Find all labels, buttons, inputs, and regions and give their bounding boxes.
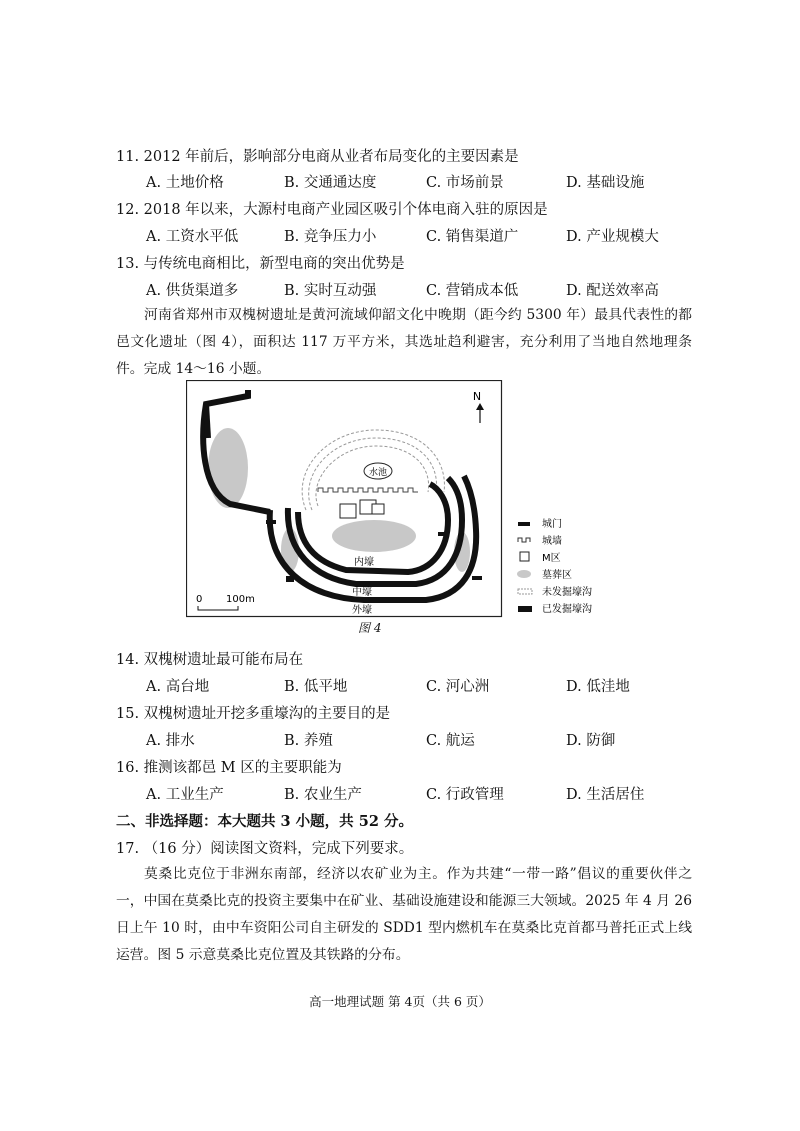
option-a: A. 工资水平低 bbox=[146, 229, 239, 245]
burial-area-west bbox=[208, 428, 248, 508]
legend-gate-icon bbox=[518, 522, 530, 526]
question-11-stem: 11. 2012 年前后，影响部分电商从业者布局变化的主要因素是 bbox=[116, 149, 519, 165]
option-c: C. 航运 bbox=[426, 733, 475, 749]
question-14-stem: 14. 双槐树遗址最可能布局在 bbox=[116, 652, 304, 668]
option-a: A. 工业生产 bbox=[146, 787, 224, 803]
city-gate-1 bbox=[266, 520, 276, 524]
scale-bar bbox=[198, 606, 238, 610]
outer-moat-label: 外壕 bbox=[352, 605, 372, 616]
legend-gate-label: 城门 bbox=[542, 519, 562, 530]
option-d: D. 低洼地 bbox=[566, 679, 630, 695]
option-d: D. 基础设施 bbox=[566, 175, 645, 191]
option-c: C. 市场前景 bbox=[426, 175, 504, 191]
option-d: D. 产业规模大 bbox=[566, 229, 659, 245]
question-16-stem: 16. 推测该都邑 M 区的主要职能为 bbox=[116, 760, 342, 776]
option-b: B. 低平地 bbox=[284, 679, 348, 695]
option-d: D. 配送效率高 bbox=[566, 283, 659, 299]
legend-burial-label: 墓葬区 bbox=[542, 570, 572, 581]
option-b: B. 竞争压力小 bbox=[284, 229, 377, 245]
question-15-stem: 15. 双槐树遗址开挖多重壕沟的主要目的是 bbox=[116, 706, 391, 722]
north-arrow-head-icon bbox=[476, 403, 484, 410]
inner-moat-label: 内壕 bbox=[354, 557, 374, 568]
legend-unexcavated-label: 未发掘壕沟 bbox=[542, 587, 592, 598]
option-b: B. 交通通达度 bbox=[284, 175, 377, 191]
option-d: D. 生活居住 bbox=[566, 787, 645, 803]
legend-unexcavated-icon bbox=[518, 589, 532, 594]
option-c: C. 营销成本低 bbox=[426, 283, 519, 299]
section-2-heading: 二、非选择题：本大题共 3 小题，共 52 分。 bbox=[116, 813, 413, 830]
option-c: C. 河心洲 bbox=[426, 679, 490, 695]
figure-caption: 图 4 bbox=[358, 621, 382, 635]
legend bbox=[517, 517, 592, 615]
city-gate-2 bbox=[438, 532, 448, 536]
option-a: A. 供货渠道多 bbox=[146, 283, 239, 299]
m-zone-1 bbox=[340, 504, 356, 518]
question-12-stem: 12. 2018 年以来，大源村电商产业园区吸引个体电商入驻的原因是 bbox=[116, 202, 548, 218]
middle-moat-label: 中壕 bbox=[352, 587, 372, 598]
option-d: D. 防御 bbox=[566, 733, 616, 749]
option-c: C. 行政管理 bbox=[426, 787, 504, 803]
question-17-stem: 17. （16 分）阅读图文资料，完成下列要求。 bbox=[116, 841, 414, 857]
legend-wall-icon bbox=[518, 538, 530, 542]
water-pool-label: 水池 bbox=[368, 468, 388, 478]
option-a: A. 土地价格 bbox=[146, 175, 224, 191]
option-a: A. 高台地 bbox=[146, 679, 210, 695]
legend-excavated-icon bbox=[518, 606, 532, 612]
city-gate-4 bbox=[286, 576, 294, 582]
option-b: B. 实时互动强 bbox=[284, 283, 377, 299]
question-13-stem: 13. 与传统电商相比，新型电商的突出优势是 bbox=[116, 256, 405, 272]
option-b: B. 养殖 bbox=[284, 733, 333, 749]
city-wall bbox=[318, 488, 418, 492]
option-b: B. 农业生产 bbox=[284, 787, 362, 803]
site-map-figure bbox=[186, 380, 616, 620]
option-c: C. 销售渠道广 bbox=[426, 229, 519, 245]
scale-zero: 0 bbox=[196, 594, 203, 605]
passage-mozambique: 莫桑比克位于非洲东南部，经济以农矿业为主。作为共建“一带一路”倡议的重要伙伴之一，中国在莫桑比克的投资主要集中在矿业、基础设施建设和能源三大领域。2025 年 4 月 26 日上午 10 时，由中车资阳公司自主研发的 SDD1 型内燃机车在莫桑比克首都马普托正式上线运营。图 5 示意莫桑比克位置及其铁路的分布。 bbox=[116, 866, 692, 963]
city-gate-3 bbox=[472, 576, 482, 580]
passage-shuanghuaishu: 河南省郑州市双槐树遗址是黄河流域仰韶文化中晚期（距今约 5300 年）最具代表性的都邑文化遗址（图 4），面积达 117 万平方米，其选址趋利避害，充分利用了当地自然地理条件。完成 14～16 小题。 bbox=[116, 307, 692, 377]
north-label: N bbox=[472, 390, 482, 403]
legend-m-zone-label: M区 bbox=[542, 553, 561, 564]
legend-burial-icon bbox=[517, 570, 531, 578]
legend-excavated-label: 已发掘壕沟 bbox=[542, 604, 592, 615]
page-footer: 高一地理试题 第 4页（共 6 页） bbox=[309, 994, 491, 1009]
legend-wall-label: 城墙 bbox=[542, 536, 562, 547]
burial-area-center bbox=[332, 520, 416, 552]
option-a: A. 排水 bbox=[146, 733, 195, 749]
legend-m-zone-icon bbox=[520, 552, 529, 561]
m-zone-3 bbox=[372, 504, 384, 514]
scale-length: 100m bbox=[226, 594, 255, 605]
